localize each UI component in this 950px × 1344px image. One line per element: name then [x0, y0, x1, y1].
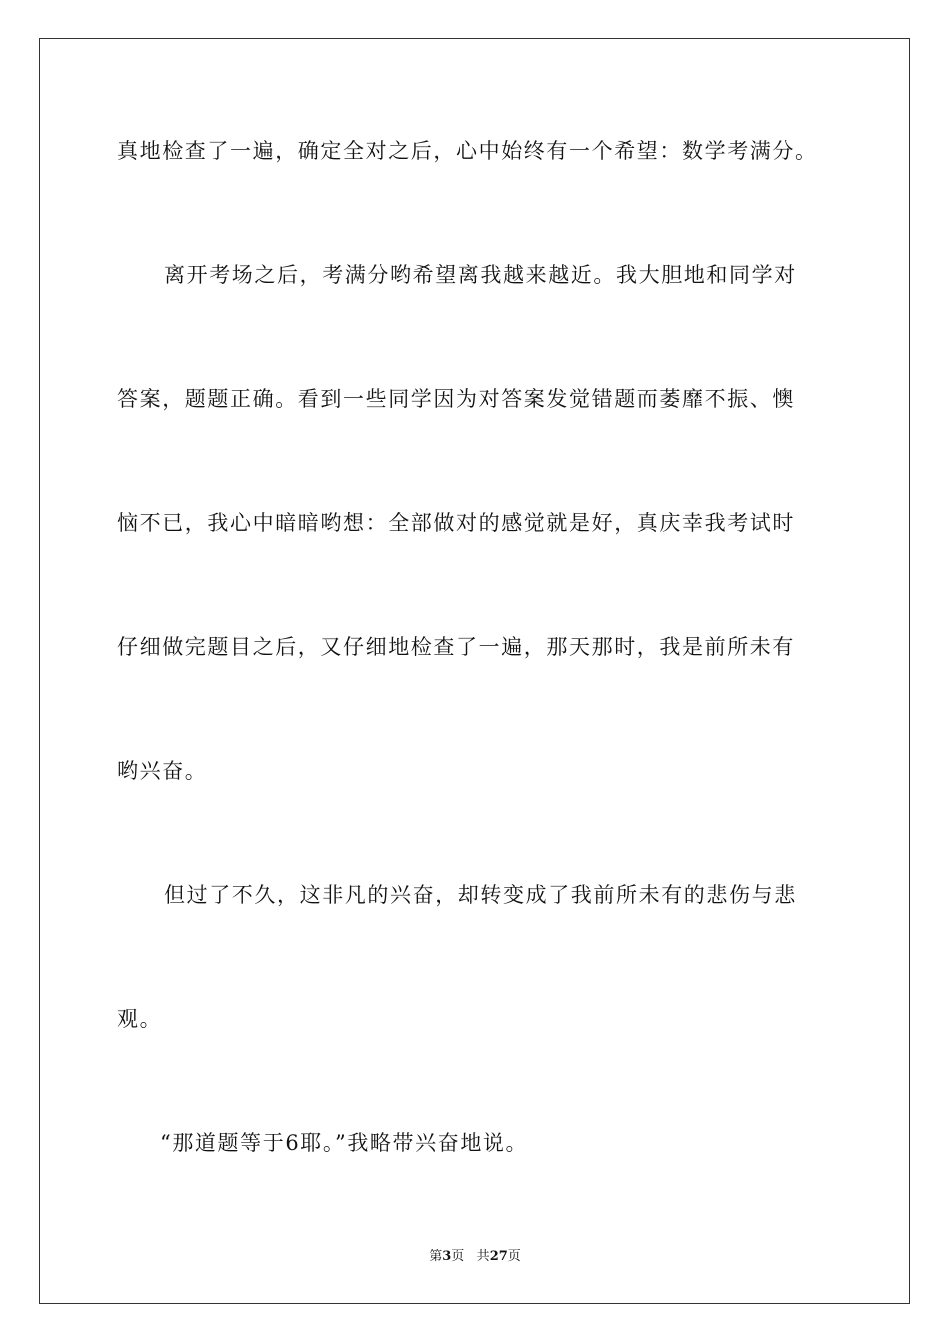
- body-text-line: 但过了不久，这非凡的兴奋，却转变成了我前所未有的悲伤与悲: [164, 883, 797, 907]
- page-footer: [0, 1248, 950, 1266]
- total-suffix: 页: [507, 1249, 521, 1264]
- page-border: [39, 38, 910, 1304]
- total-prefix: 共: [476, 1249, 490, 1264]
- body-text-line: 哟兴奋。: [117, 759, 208, 783]
- body-text-line: 真地检查了一遍，确定全对之后，心中始终有一个希望：数学考满分。: [117, 139, 818, 163]
- body-text-line: 观。: [117, 1007, 163, 1031]
- page-number: 3: [442, 1249, 452, 1264]
- body-text-line: “那道题等于6耶。”我略带兴奋地说。: [160, 1131, 529, 1155]
- body-text-line: 离开考场之后，考满分哟希望离我越来越近。我大胆地和同学对: [164, 263, 797, 287]
- body-text-line: 仔细做完题目之后，又仔细地检查了一遍，那天那时，我是前所未有: [117, 635, 795, 659]
- page-prefix: 第: [429, 1249, 443, 1264]
- body-text-line: 答案，题题正确。看到一些同学因为对答案发觉错题而萎靡不振、懊: [117, 387, 795, 411]
- total-pages: 27: [489, 1249, 508, 1264]
- body-text-line: 恼不已，我心中暗暗哟想：全部做对的感觉就是好，真庆幸我考试时: [117, 511, 795, 535]
- page-suffix: 页: [451, 1249, 465, 1264]
